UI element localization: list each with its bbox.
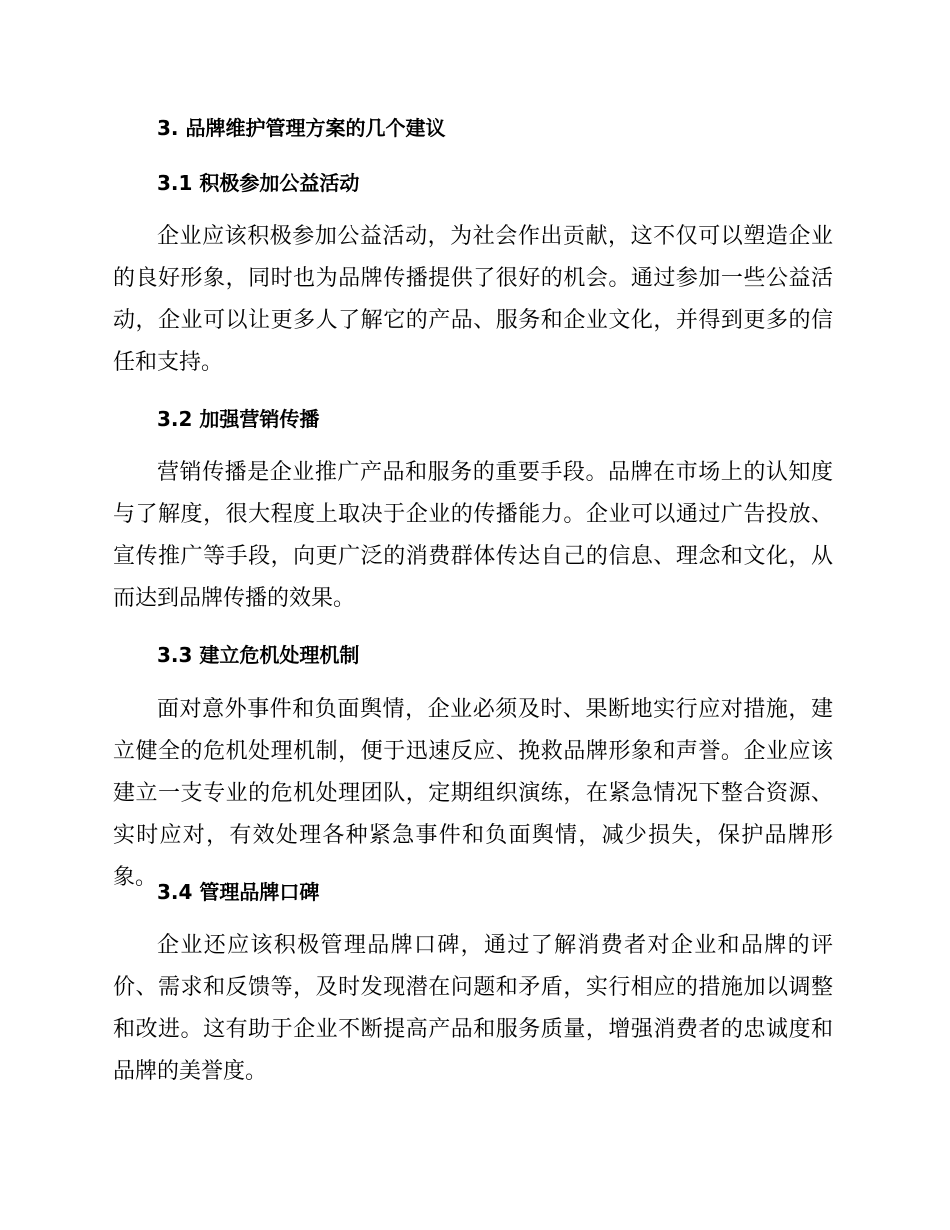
subsection-heading-3-3: 3.3 建立危机处理机制 [157,643,360,667]
subsection-heading-3-4: 3.4 管理品牌口碑 [157,880,320,904]
subsection-body-3-3: 面对意外事件和负面舆情，企业必须及时、果断地实行应对措施，建立健全的危机处理机制，便于迅速反应、挽救品牌形象和声誉。企业应该建立一支专业的危机处理团队，定期组织演练，在紧急情况下整合资源、实时应对，有效处理各种紧急事件和负面舆情，减少损失，保护品牌形象。 [113,697,833,890]
subsection-body-3-1: 企业应该积极参加公益活动，为社会作出贡献，这不仅可以塑造企业的良好形象，同时也为品牌传播提供了很好的机会。通过参加一些公益活动，企业可以让更多人了解它的产品、服务和企业文化，并得到更多的信任和支持。 [113,224,833,375]
subsection-heading-3-2: 3.2 加强营销传播 [157,407,320,431]
section-title: 3. 品牌维护管理方案的几个建议 [157,116,446,140]
subsection-body-3-2: 营销传播是企业推广产品和服务的重要手段。品牌在市场上的认知度与了解度，很大程度上取决于企业的传播能力。企业可以通过广告投放、宣传推广等手段，向更广泛的消费群体传达自己的信息、理念和文化，从而达到品牌传播的效果。 [113,460,833,611]
subsection-body-3-4: 企业还应该积极管理品牌口碑，通过了解消费者对企业和品牌的评价、需求和反馈等，及时发现潜在问题和矛盾，实行相应的措施加以调整和改进。这有助于企业不断提高产品和服务质量，增强消费者的忠诚度和品牌的美誉度。 [113,933,833,1084]
subsection-heading-3-1: 3.1 积极参加公益活动 [157,171,360,195]
